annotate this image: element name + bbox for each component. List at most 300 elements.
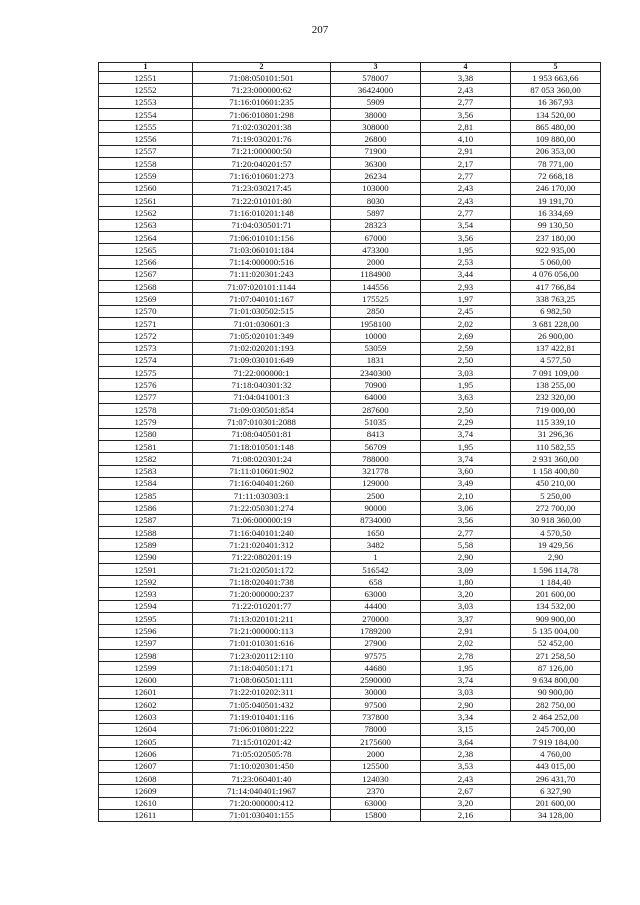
- rate-cell: 3,34: [421, 711, 511, 723]
- row-number-cell: 12611: [99, 809, 193, 821]
- table-row: [99, 293, 601, 305]
- rate-cell: 2,77: [421, 207, 511, 219]
- table-row: [99, 686, 601, 698]
- row-number-cell: 12608: [99, 772, 193, 784]
- cadastral-number-cell: 71:03:060101:184: [193, 244, 331, 256]
- table-row: [99, 404, 601, 416]
- table-row: [99, 477, 601, 489]
- column-header-4: 4: [421, 63, 511, 72]
- value-cell: 6 982,50: [511, 305, 601, 317]
- area-cell: 56709: [331, 440, 421, 452]
- area-cell: 5897: [331, 207, 421, 219]
- value-cell: 2 464 252,00: [511, 711, 601, 723]
- cadastral-number-cell: 71:07:040101:167: [193, 293, 331, 305]
- rate-cell: 2,77: [421, 170, 511, 182]
- rate-cell: 3,20: [421, 588, 511, 600]
- row-number-cell: 12607: [99, 760, 193, 772]
- row-number-cell: 12551: [99, 72, 193, 84]
- table-row: [99, 600, 601, 612]
- value-cell: 19 191,70: [511, 194, 601, 206]
- table-row: [99, 194, 601, 206]
- area-cell: 308000: [331, 121, 421, 133]
- row-number-cell: 12578: [99, 404, 193, 416]
- cadastral-number-cell: 71:21:020401:312: [193, 539, 331, 551]
- area-cell: 125500: [331, 760, 421, 772]
- cadastral-number-cell: 71:06:000000:19: [193, 514, 331, 526]
- row-number-cell: 12558: [99, 158, 193, 170]
- cadastral-number-cell: 71:23:020112:110: [193, 649, 331, 661]
- cadastral-number-cell: 71:23:000000:62: [193, 84, 331, 96]
- table-header-row: [99, 63, 601, 72]
- value-cell: 1 596 114,78: [511, 563, 601, 575]
- area-cell: 97575: [331, 649, 421, 661]
- value-cell: 134 520,00: [511, 108, 601, 120]
- area-cell: 578007: [331, 72, 421, 84]
- cadastral-number-cell: 71:01:030401:155: [193, 809, 331, 821]
- rate-cell: 2,59: [421, 342, 511, 354]
- rate-cell: 1,97: [421, 293, 511, 305]
- rate-cell: 2,43: [421, 182, 511, 194]
- table-row: [99, 342, 601, 354]
- table-row: [99, 256, 601, 268]
- value-cell: 4 760,00: [511, 748, 601, 760]
- area-cell: 2340300: [331, 367, 421, 379]
- area-cell: 124030: [331, 772, 421, 784]
- area-cell: 2500: [331, 490, 421, 502]
- row-number-cell: 12610: [99, 797, 193, 809]
- value-cell: 417 766,84: [511, 281, 601, 293]
- cadastral-number-cell: 71:15:010201:42: [193, 736, 331, 748]
- value-cell: 4 577,50: [511, 354, 601, 366]
- rate-cell: 3,49: [421, 477, 511, 489]
- value-cell: 7 919 184,00: [511, 736, 601, 748]
- table-row: [99, 367, 601, 379]
- row-number-cell: 12605: [99, 736, 193, 748]
- value-cell: 109 880,00: [511, 133, 601, 145]
- page-number: 207: [311, 24, 329, 36]
- cadastral-number-cell: 71:22:080201:19: [193, 551, 331, 563]
- cadastral-number-cell: 71:06:010801:222: [193, 723, 331, 735]
- table-row: [99, 711, 601, 723]
- rate-cell: 2,77: [421, 96, 511, 108]
- rate-cell: 1,95: [421, 662, 511, 674]
- value-cell: 87 126,00: [511, 662, 601, 674]
- row-number-cell: 12595: [99, 613, 193, 625]
- rate-cell: 3,74: [421, 453, 511, 465]
- value-cell: 138 255,00: [511, 379, 601, 391]
- table-row: [99, 145, 601, 157]
- row-number-cell: 12603: [99, 711, 193, 723]
- area-cell: 71900: [331, 145, 421, 157]
- cadastral-number-cell: 71:16:010601:235: [193, 96, 331, 108]
- row-number-cell: 12573: [99, 342, 193, 354]
- cadastral-number-cell: 71:18:010501:148: [193, 440, 331, 452]
- table-row: [99, 244, 601, 256]
- cadastral-number-cell: 71:23:030217:45: [193, 182, 331, 194]
- rate-cell: 2,38: [421, 748, 511, 760]
- area-cell: 1650: [331, 526, 421, 538]
- rate-cell: 3,60: [421, 465, 511, 477]
- value-cell: 5 135 004,00: [511, 625, 601, 637]
- table-row: [99, 699, 601, 711]
- area-cell: 63000: [331, 797, 421, 809]
- area-cell: 144556: [331, 281, 421, 293]
- rate-cell: 2,78: [421, 649, 511, 661]
- rate-cell: 3,37: [421, 613, 511, 625]
- cadastral-number-cell: 71:04:041001:3: [193, 391, 331, 403]
- table-row: [99, 514, 601, 526]
- area-cell: 658: [331, 576, 421, 588]
- area-cell: 287600: [331, 404, 421, 416]
- column-header-2: 2: [193, 63, 331, 72]
- value-cell: 110 582,55: [511, 440, 601, 452]
- area-cell: 2850: [331, 305, 421, 317]
- row-number-cell: 12592: [99, 576, 193, 588]
- table-row: [99, 158, 601, 170]
- cadastral-number-cell: 71:05:020101:349: [193, 330, 331, 342]
- value-cell: 237 180,00: [511, 231, 601, 243]
- value-cell: 206 353,00: [511, 145, 601, 157]
- table-row: [99, 748, 601, 760]
- area-cell: 64000: [331, 391, 421, 403]
- value-cell: 90 900,00: [511, 686, 601, 698]
- rate-cell: 3,15: [421, 723, 511, 735]
- table-row: [99, 736, 601, 748]
- cadastral-number-cell: 71:05:040501:432: [193, 699, 331, 711]
- area-cell: 78000: [331, 723, 421, 735]
- table-row: [99, 133, 601, 145]
- value-cell: 19 429,56: [511, 539, 601, 551]
- value-cell: 443 015,00: [511, 760, 601, 772]
- area-cell: 175525: [331, 293, 421, 305]
- cadastral-number-cell: 71:08:040501:81: [193, 428, 331, 440]
- value-cell: 296 431,70: [511, 772, 601, 784]
- cadastral-number-cell: 71:13:020101:211: [193, 613, 331, 625]
- table-row: [99, 539, 601, 551]
- cadastral-number-cell: 71:16:010201:148: [193, 207, 331, 219]
- value-cell: 2,90: [511, 551, 601, 563]
- area-cell: 63000: [331, 588, 421, 600]
- rate-cell: 2,29: [421, 416, 511, 428]
- cadastral-number-cell: 71:06:010801:298: [193, 108, 331, 120]
- rate-cell: 3,38: [421, 72, 511, 84]
- rate-cell: 2,93: [421, 281, 511, 293]
- area-cell: 44680: [331, 662, 421, 674]
- value-cell: 1 158 400,80: [511, 465, 601, 477]
- row-number-cell: 12564: [99, 231, 193, 243]
- area-cell: 270000: [331, 613, 421, 625]
- area-cell: 321778: [331, 465, 421, 477]
- value-cell: 16 334,69: [511, 207, 601, 219]
- row-number-cell: 12554: [99, 108, 193, 120]
- rate-cell: 2,90: [421, 551, 511, 563]
- cadastral-number-cell: 71:08:060501:111: [193, 674, 331, 686]
- area-cell: 788000: [331, 453, 421, 465]
- value-cell: 115 339,10: [511, 416, 601, 428]
- rate-cell: 1,95: [421, 244, 511, 256]
- cadastral-number-cell: 71:18:020401:738: [193, 576, 331, 588]
- cadastral-number-cell: 71:20:000000:412: [193, 797, 331, 809]
- row-number-cell: 12599: [99, 662, 193, 674]
- row-number-cell: 12552: [99, 84, 193, 96]
- cadastral-number-cell: 71:06:010101:156: [193, 231, 331, 243]
- cadastral-number-cell: 71:16:040401:260: [193, 477, 331, 489]
- area-cell: 28323: [331, 219, 421, 231]
- row-number-cell: 12560: [99, 182, 193, 194]
- cadastral-number-cell: 71:23:060401:40: [193, 772, 331, 784]
- value-cell: 245 700,00: [511, 723, 601, 735]
- rate-cell: 2,17: [421, 158, 511, 170]
- cadastral-number-cell: 71:22:010201:77: [193, 600, 331, 612]
- cadastral-number-cell: 71:20:000000:237: [193, 588, 331, 600]
- cadastral-number-cell: 71:14:040401:1967: [193, 785, 331, 797]
- cadastral-number-cell: 71:02:030201:38: [193, 121, 331, 133]
- rate-cell: 3,06: [421, 502, 511, 514]
- table-row: [99, 428, 601, 440]
- row-number-cell: 12572: [99, 330, 193, 342]
- value-cell: 137 422,81: [511, 342, 601, 354]
- row-number-cell: 12562: [99, 207, 193, 219]
- value-cell: 99 130,50: [511, 219, 601, 231]
- row-number-cell: 12566: [99, 256, 193, 268]
- area-cell: 97500: [331, 699, 421, 711]
- rate-cell: 3,63: [421, 391, 511, 403]
- rate-cell: 3,03: [421, 367, 511, 379]
- value-cell: 5 250,00: [511, 490, 601, 502]
- area-cell: 44400: [331, 600, 421, 612]
- rate-cell: 2,81: [421, 121, 511, 133]
- rate-cell: 3,44: [421, 268, 511, 280]
- cadastral-number-cell: 71:21:000000:50: [193, 145, 331, 157]
- rate-cell: 3,74: [421, 428, 511, 440]
- cadastral-number-cell: 71:22:010202:311: [193, 686, 331, 698]
- cadastral-number-cell: 71:22:050301:274: [193, 502, 331, 514]
- value-cell: 865 480,00: [511, 121, 601, 133]
- row-number-cell: 12586: [99, 502, 193, 514]
- table-row: [99, 207, 601, 219]
- value-cell: 922 935,00: [511, 244, 601, 256]
- row-number-cell: 12581: [99, 440, 193, 452]
- table-row: [99, 760, 601, 772]
- table-row: [99, 490, 601, 502]
- table-row: [99, 785, 601, 797]
- cadastral-number-cell: 71:21:020501:172: [193, 563, 331, 575]
- area-cell: 1: [331, 551, 421, 563]
- cadastral-number-cell: 71:01:010301:616: [193, 637, 331, 649]
- table-row: [99, 563, 601, 575]
- table-row: [99, 502, 601, 514]
- value-cell: 7 091 109,00: [511, 367, 601, 379]
- table-row: [99, 281, 601, 293]
- cadastral-number-cell: 71:11:010601:902: [193, 465, 331, 477]
- area-cell: 30000: [331, 686, 421, 698]
- value-cell: 31 296,36: [511, 428, 601, 440]
- table-row: [99, 121, 601, 133]
- cadastral-number-cell: 71:19:010401:116: [193, 711, 331, 723]
- cadastral-number-cell: 71:18:040501:171: [193, 662, 331, 674]
- rate-cell: 3,54: [421, 219, 511, 231]
- value-cell: 1 184,40: [511, 576, 601, 588]
- value-cell: 272 700,00: [511, 502, 601, 514]
- row-number-cell: 12563: [99, 219, 193, 231]
- table-row: [99, 637, 601, 649]
- table-row: [99, 723, 601, 735]
- value-cell: 26 900,00: [511, 330, 601, 342]
- table-row: [99, 613, 601, 625]
- row-number-cell: 12583: [99, 465, 193, 477]
- value-cell: 87 053 360,00: [511, 84, 601, 96]
- value-cell: 271 258,50: [511, 649, 601, 661]
- rate-cell: 2,43: [421, 772, 511, 784]
- row-number-cell: 12569: [99, 293, 193, 305]
- row-number-cell: 12597: [99, 637, 193, 649]
- rate-cell: 2,90: [421, 699, 511, 711]
- rate-cell: 2,43: [421, 194, 511, 206]
- area-cell: 1958100: [331, 317, 421, 329]
- cadastral-number-cell: 71:14:000000:516: [193, 256, 331, 268]
- table-row: [99, 219, 601, 231]
- row-number-cell: 12591: [99, 563, 193, 575]
- row-number-cell: 12577: [99, 391, 193, 403]
- area-cell: 36300: [331, 158, 421, 170]
- area-cell: 15800: [331, 809, 421, 821]
- cadastral-number-cell: 71:11:020301:243: [193, 268, 331, 280]
- area-cell: 2175600: [331, 736, 421, 748]
- row-number-cell: 12606: [99, 748, 193, 760]
- value-cell: 201 600,00: [511, 797, 601, 809]
- cadastral-number-cell: 71:16:040101:240: [193, 526, 331, 538]
- area-cell: 103000: [331, 182, 421, 194]
- table-row: [99, 797, 601, 809]
- cadastral-number-cell: 71:08:050101:501: [193, 72, 331, 84]
- row-number-cell: 12567: [99, 268, 193, 280]
- row-number-cell: 12600: [99, 674, 193, 686]
- cadastral-number-cell: 71:07:010301:2088: [193, 416, 331, 428]
- area-cell: 5909: [331, 96, 421, 108]
- rate-cell: 2,02: [421, 317, 511, 329]
- table-row: [99, 354, 601, 366]
- area-cell: 8030: [331, 194, 421, 206]
- area-cell: 129000: [331, 477, 421, 489]
- row-number-cell: 12602: [99, 699, 193, 711]
- cadastral-number-cell: 71:05:020505:78: [193, 748, 331, 760]
- value-cell: 3 681 228,00: [511, 317, 601, 329]
- row-number-cell: 12565: [99, 244, 193, 256]
- cadastral-number-cell: 71:11:030303:1: [193, 490, 331, 502]
- row-number-cell: 12589: [99, 539, 193, 551]
- cadastral-number-cell: 71:19:030201:76: [193, 133, 331, 145]
- cadastral-number-cell: 71:21:000000:113: [193, 625, 331, 637]
- row-number-cell: 12580: [99, 428, 193, 440]
- value-cell: 16 367,93: [511, 96, 601, 108]
- area-cell: 27900: [331, 637, 421, 649]
- value-cell: 909 900,00: [511, 613, 601, 625]
- rate-cell: 1,80: [421, 576, 511, 588]
- table-row: [99, 625, 601, 637]
- area-cell: 737800: [331, 711, 421, 723]
- rate-cell: 3,56: [421, 514, 511, 526]
- rate-cell: 2,50: [421, 404, 511, 416]
- rate-cell: 3,03: [421, 600, 511, 612]
- rate-cell: 1,95: [421, 440, 511, 452]
- area-cell: 2590000: [331, 674, 421, 686]
- table-row: [99, 662, 601, 674]
- area-cell: 67000: [331, 231, 421, 243]
- value-cell: 232 320,00: [511, 391, 601, 403]
- rate-cell: 2,50: [421, 354, 511, 366]
- row-number-cell: 12584: [99, 477, 193, 489]
- table-row: [99, 170, 601, 182]
- rate-cell: 3,56: [421, 108, 511, 120]
- row-number-cell: 12559: [99, 170, 193, 182]
- cadastral-number-cell: 71:22:000000:1: [193, 367, 331, 379]
- area-cell: 1831: [331, 354, 421, 366]
- row-number-cell: 12590: [99, 551, 193, 563]
- row-number-cell: 12571: [99, 317, 193, 329]
- table-row: [99, 391, 601, 403]
- row-number-cell: 12575: [99, 367, 193, 379]
- table-row: [99, 305, 601, 317]
- table-row: [99, 330, 601, 342]
- table-row: [99, 96, 601, 108]
- value-cell: 338 763,25: [511, 293, 601, 305]
- row-number-cell: 12561: [99, 194, 193, 206]
- value-cell: 4 570,50: [511, 526, 601, 538]
- rate-cell: 2,16: [421, 809, 511, 821]
- cadastral-number-cell: 71:08:020301:24: [193, 453, 331, 465]
- value-cell: 78 771,00: [511, 158, 601, 170]
- table-row: [99, 465, 601, 477]
- table-row: [99, 674, 601, 686]
- cadastral-number-cell: 71:22:010101:80: [193, 194, 331, 206]
- area-cell: 10000: [331, 330, 421, 342]
- value-cell: 6 327,90: [511, 785, 601, 797]
- data-table: [98, 62, 601, 822]
- rate-cell: 2,45: [421, 305, 511, 317]
- value-cell: 9 634 800,00: [511, 674, 601, 686]
- area-cell: 38000: [331, 108, 421, 120]
- table-row: [99, 182, 601, 194]
- cadastral-number-cell: 71:01:030502:515: [193, 305, 331, 317]
- rate-cell: 2,91: [421, 145, 511, 157]
- table-row: [99, 453, 601, 465]
- rate-cell: 3,03: [421, 686, 511, 698]
- row-number-cell: 12596: [99, 625, 193, 637]
- rate-cell: 2,43: [421, 84, 511, 96]
- cadastral-number-cell: 71:09:030501:854: [193, 404, 331, 416]
- area-cell: 516542: [331, 563, 421, 575]
- area-cell: 36424000: [331, 84, 421, 96]
- table-row: [99, 551, 601, 563]
- rate-cell: 3,56: [421, 231, 511, 243]
- rate-cell: 2,91: [421, 625, 511, 637]
- cadastral-number-cell: 71:04:030501:71: [193, 219, 331, 231]
- area-cell: 8413: [331, 428, 421, 440]
- rate-cell: 3,20: [421, 797, 511, 809]
- table-row: [99, 809, 601, 821]
- area-cell: 1789200: [331, 625, 421, 637]
- value-cell: 719 000,00: [511, 404, 601, 416]
- table-row: [99, 649, 601, 661]
- value-cell: 1 953 663,66: [511, 72, 601, 84]
- value-cell: 2 931 360,00: [511, 453, 601, 465]
- cadastral-number-cell: 71:10:020301:450: [193, 760, 331, 772]
- area-cell: 26234: [331, 170, 421, 182]
- rate-cell: 3,53: [421, 760, 511, 772]
- area-cell: 2000: [331, 748, 421, 760]
- table-row: [99, 772, 601, 784]
- row-number-cell: 12579: [99, 416, 193, 428]
